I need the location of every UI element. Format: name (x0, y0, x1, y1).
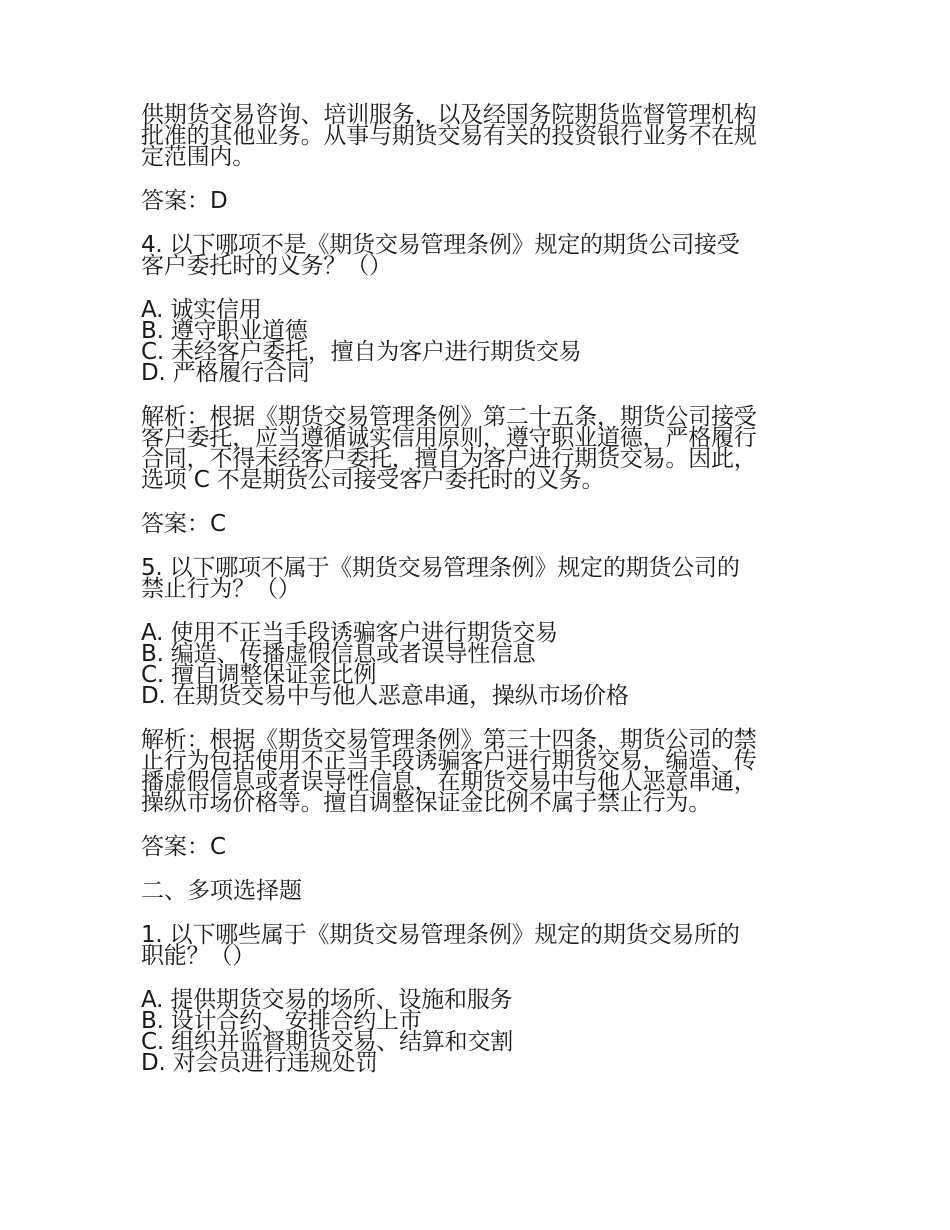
analysis-line: 止行为包括使用不正当手段诱骗客户进行期货交易，编造、传 (141, 748, 757, 774)
question-text: 1. 以下哪些属于《期货交易管理条例》规定的期货交易所的 (141, 922, 740, 948)
text-line: 供期货交易咨询、培训服务，以及经国务院期货监督管理机构 (141, 102, 757, 128)
option-c: C. 组织并监督期货交易、结算和交割 (141, 1029, 514, 1055)
analysis-line: 操纵市场价格等。擅自调整保证金比例不属于禁止行为。 (141, 790, 712, 816)
question-text: 禁止行为？（） (141, 576, 301, 602)
question-5 (141, 555, 813, 860)
text-line: 定范围内。 (141, 144, 256, 170)
option-d: D. 在期货交易中与他人恶意串通，操纵市场价格 (141, 683, 629, 709)
question-4 (141, 232, 813, 537)
option-a: A. 使用不正当手段诱骗客户进行期货交易 (141, 620, 558, 646)
analysis-line: 选项 C 不是期货公司接受客户委托时的义务。 (141, 467, 605, 493)
analysis-line: 解析：根据《期货交易管理条例》第三十四条，期货公司的禁 (141, 727, 757, 753)
answer-line: 答案：D (141, 188, 228, 214)
option-c: C. 未经客户委托，擅自为客户进行期货交易 (141, 339, 582, 365)
question-text: 5. 以下哪项不属于《期货交易管理条例》规定的期货公司的 (141, 555, 740, 581)
option-c: C. 擅自调整保证金比例 (141, 662, 377, 688)
section-heading: 二、多项选择题 (141, 878, 302, 904)
intro-paragraph (141, 102, 813, 170)
option-b: B. 设计合约、安排合约上市 (141, 1008, 422, 1034)
answer-line: 答案：C (141, 834, 227, 860)
question-text: 4. 以下哪项不是《期货交易管理条例》规定的期货公司接受 (141, 232, 740, 258)
option-a: A. 诚实信用 (141, 297, 262, 323)
question-multi-1 (141, 922, 813, 1076)
analysis-line: 客户委托，应当遵循诚实信用原则，遵守职业道德，严格履行 (141, 425, 757, 451)
option-d: D. 对会员进行违规处罚 (141, 1050, 378, 1076)
option-d: D. 严格履行合同 (141, 360, 310, 386)
analysis-line: 解析：根据《期货交易管理条例》第二十五条，期货公司接受 (141, 404, 757, 430)
option-b: B. 遵守职业道德 (141, 318, 308, 344)
document-page (141, 102, 813, 1076)
option-b: B. 编造、传播虚假信息或者误导性信息 (141, 641, 536, 667)
analysis-line: 合同，不得未经客户委托，擅自为客户进行期货交易。因此， (141, 446, 757, 472)
question-text: 客户委托时的义务？（） (141, 253, 392, 279)
option-a: A. 提供期货交易的场所、设施和服务 (141, 987, 513, 1013)
answer-line: 答案：C (141, 511, 227, 537)
text-line: 批准的其他业务。从事与期货交易有关的投资银行业务不在规 (141, 123, 757, 149)
analysis-line: 播虚假信息或者误导性信息，在期货交易中与他人恶意串通， (141, 769, 757, 795)
question-text: 职能？（） (141, 943, 256, 969)
